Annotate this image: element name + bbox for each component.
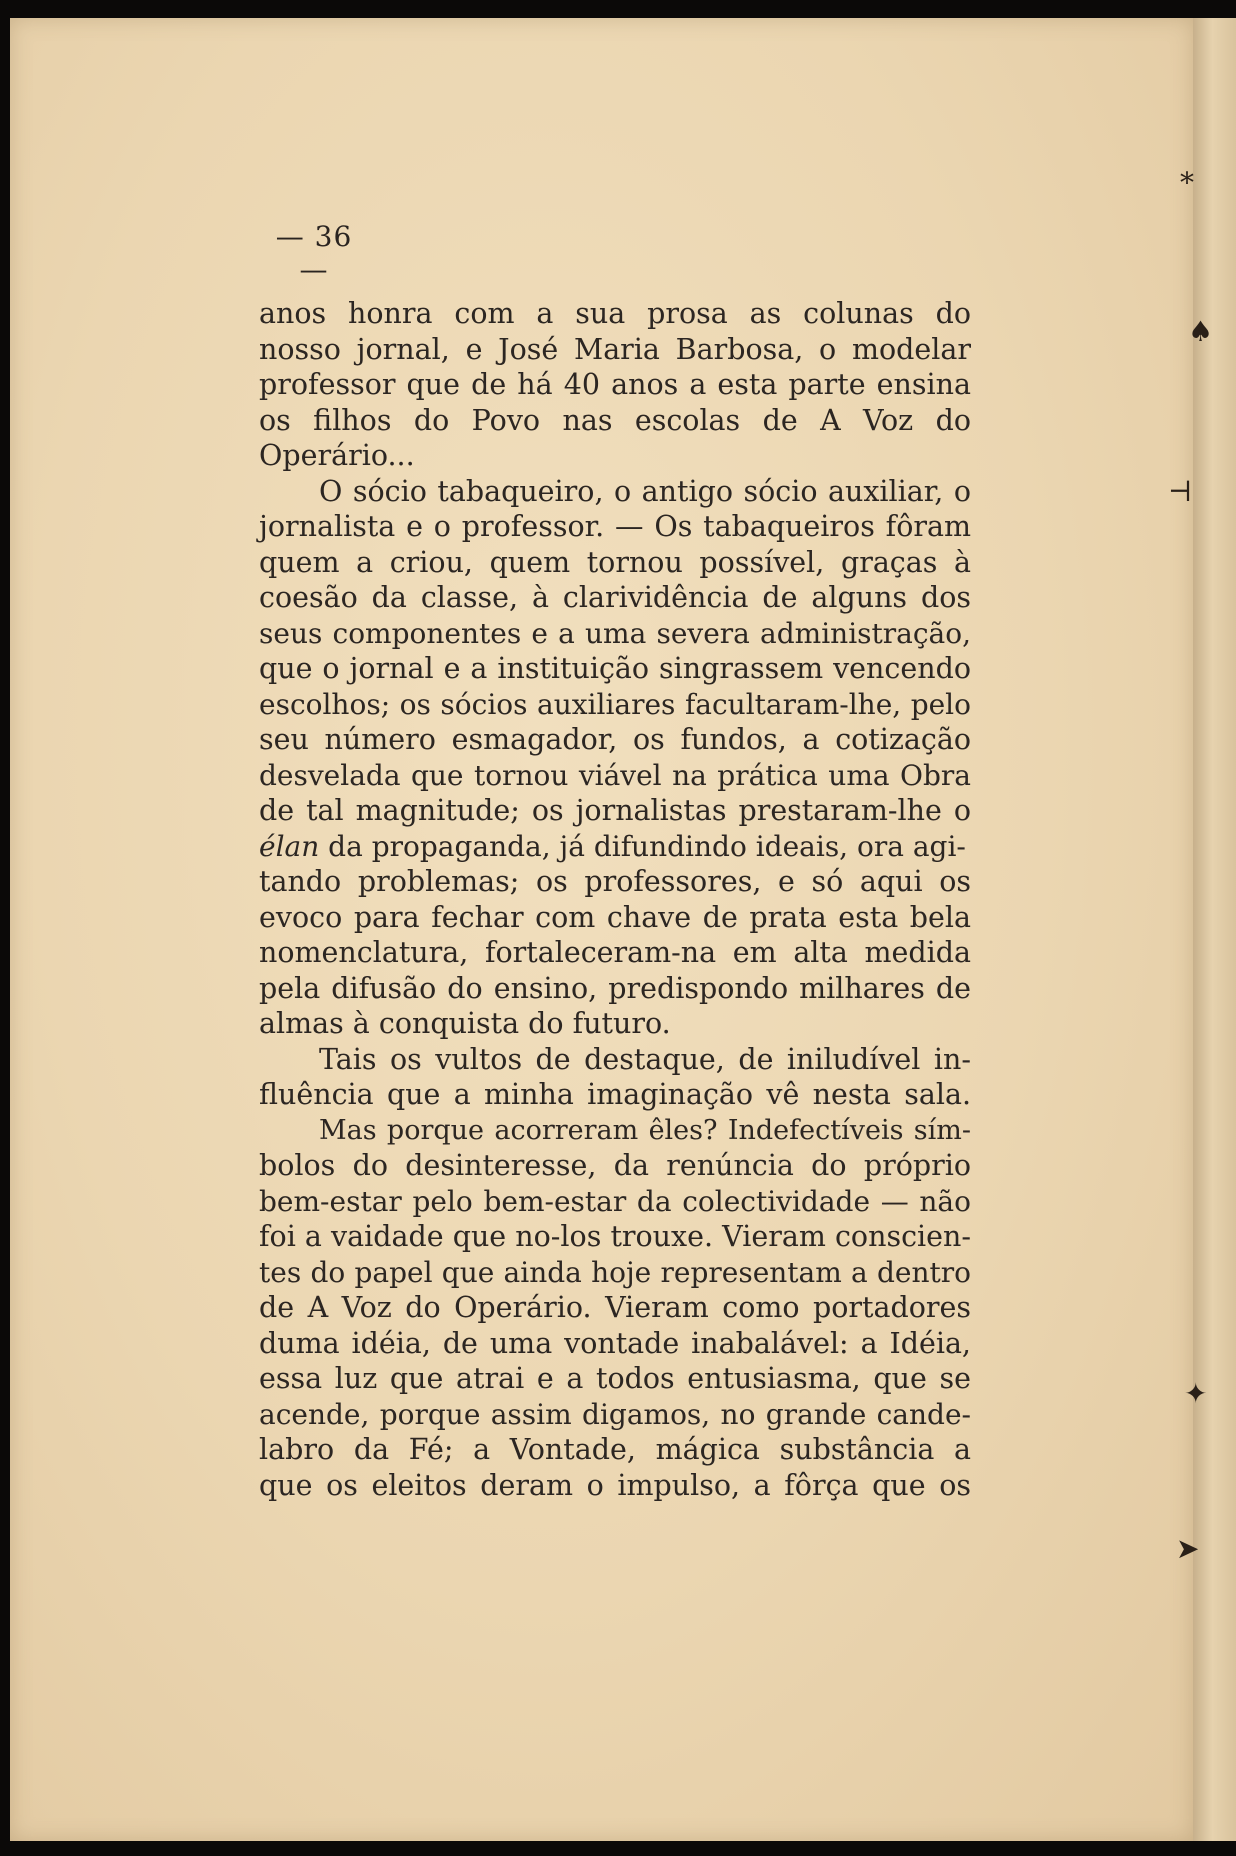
text-line: acende, porque assim digamos, no grande cande- xyxy=(259,1397,971,1431)
text-line: tando problemas; os professores, e só aqui os xyxy=(259,865,971,898)
text-line: labro da Fé; a Vontade, mágica substância a xyxy=(259,1433,971,1466)
text-line: anos honra com a sua prosa as colunas do xyxy=(259,297,971,330)
text-line: Operário... xyxy=(259,439,415,472)
leaf-ornament-icon: ➤ xyxy=(1176,1532,1200,1565)
text-line: nomenclatura, fortaleceram-na em alta medida xyxy=(259,936,971,969)
text-line: bolos do desinteresse, da renúncia do próprio xyxy=(259,1149,971,1182)
text-line: duma idéia, de uma vontade inabalável: a Idéia, xyxy=(259,1326,971,1360)
tack-ornament-icon: ✦ xyxy=(1184,1377,1208,1410)
text-line: bem-estar pelo bem-estar da colectividade — não xyxy=(259,1184,971,1218)
text-line: essa luz que atrai e a todos entusiasma, que se xyxy=(259,1362,971,1395)
text-line: de A Voz do Operário. Vieram como portadores xyxy=(259,1291,971,1324)
page-number: — 36 — xyxy=(275,220,353,286)
text-line: O sócio tabaqueiro, o antigo sócio auxiliar, o xyxy=(319,474,971,508)
text-line-rest: da propaganda, já difundindo ideais, ora agi- xyxy=(328,829,966,863)
text-line: professor que de há 40 anos a esta parte ensina xyxy=(259,368,971,401)
text-line: quem a criou, quem tornou possível, graças à xyxy=(259,545,971,579)
text-line: seus componentes e a uma severa administração, xyxy=(259,616,971,650)
text-line: que os eleitos deram o impulso, a fôrça que os xyxy=(259,1468,971,1502)
text-line: foi a vaidade que no-los trouxe. Vieram conscien- xyxy=(259,1220,971,1253)
text-line: Mas porque acorreram êles? Indefectíveis sím- xyxy=(319,1114,971,1146)
text-line: almas à conquista do futuro. xyxy=(259,1007,671,1040)
text-line: de tal magnitude; os jornalistas prestaram-lhe o xyxy=(259,794,971,827)
text-line: os filhos do Povo nas escolas de A Voz do xyxy=(259,403,971,437)
text-line: escolhos; os sócios auxiliares facultaram-lhe, pelo xyxy=(259,687,971,721)
text-line: pela difusão do ensino, predispondo milhares de xyxy=(259,971,971,1005)
text-line: desvelada que tornou viável na prática uma Obra xyxy=(259,758,971,792)
text-line: seu número esmagador, os fundos, a cotização xyxy=(259,723,971,756)
italic-word: élan xyxy=(259,829,320,863)
text-line: jornalista e o professor. — Os tabaqueiros fôram xyxy=(259,510,971,543)
text-line: nosso jornal, e José Maria Barbosa, o modelar xyxy=(259,332,971,366)
text-line: Tais os vultos de destaque, de iniludível in- xyxy=(319,1042,971,1076)
body-text xyxy=(259,296,971,1503)
text-line: tes do papel que ainda hoje representam a dentro xyxy=(259,1255,971,1289)
pin-ornament-icon: ♠ xyxy=(1188,315,1214,348)
flower-ornament-icon: ⁎ xyxy=(1180,157,1194,190)
text-line: evoco para fechar com chave de prata esta bela xyxy=(259,900,971,934)
text-line: coesão da classe, à clarividência de alguns dos xyxy=(259,581,971,614)
page-edge-strip xyxy=(1193,18,1236,1841)
text-line xyxy=(259,829,971,865)
text-line: fluência que a minha imaginação vê nesta sala. xyxy=(259,1078,971,1111)
text-line: que o jornal e a instituição singrassem vencendo xyxy=(259,652,971,685)
cross-ornament-icon: ⊣ xyxy=(1168,475,1193,508)
